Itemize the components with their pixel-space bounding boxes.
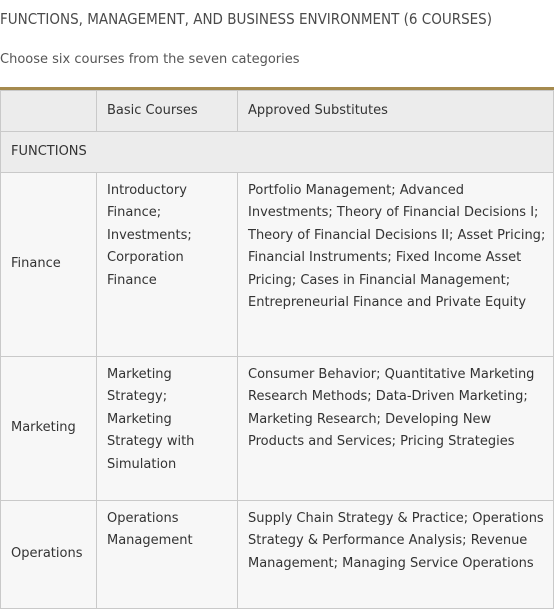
row-approved-substitutes: Supply Chain Strategy & Practice; Operations Strategy & Performance Analysis; Revenue Management; Managing Service Operations <box>238 501 554 609</box>
row-category: Finance <box>1 173 97 357</box>
course-table <box>0 90 554 609</box>
row-category: Marketing <box>1 357 97 501</box>
row-approved-substitutes: Consumer Behavior; Quantitative Marketing Research Methods; Data-Driven Marketing; Marketing Research; Developing New Products and Services; Pricing Strategies <box>238 357 554 501</box>
section-row-functions <box>1 132 554 173</box>
row-basic-courses: Introductory Finance; Investments; Corporation Finance <box>97 173 238 357</box>
table-row <box>1 173 554 357</box>
page-title: FUNCTIONS, MANAGEMENT, AND BUSINESS ENVIRONMENT (6 COURSES) <box>0 10 493 28</box>
row-category: Operations <box>1 501 97 609</box>
table-row <box>1 357 554 501</box>
table-row <box>1 501 554 609</box>
table-header-row <box>1 91 554 132</box>
section-label: FUNCTIONS <box>1 132 554 173</box>
header-cell-substitutes: Approved Substitutes <box>238 91 554 132</box>
row-approved-substitutes: Portfolio Management; Advanced Investments; Theory of Financial Decisions I; Theory of Financial Decisions II; Asset Pricing; Financial Instruments; Fixed Income Asset Pricing; Cases in Financial Management; Entrepreneurial Finance and Private Equity <box>238 173 554 357</box>
header-cell-basic: Basic Courses <box>97 91 238 132</box>
row-basic-courses: Marketing Strategy; Marketing Strategy with Simulation <box>97 357 238 501</box>
page-subtitle: Choose six courses from the seven categories <box>0 52 300 67</box>
row-basic-courses: Operations Management <box>97 501 238 609</box>
header-cell-category <box>1 91 97 132</box>
